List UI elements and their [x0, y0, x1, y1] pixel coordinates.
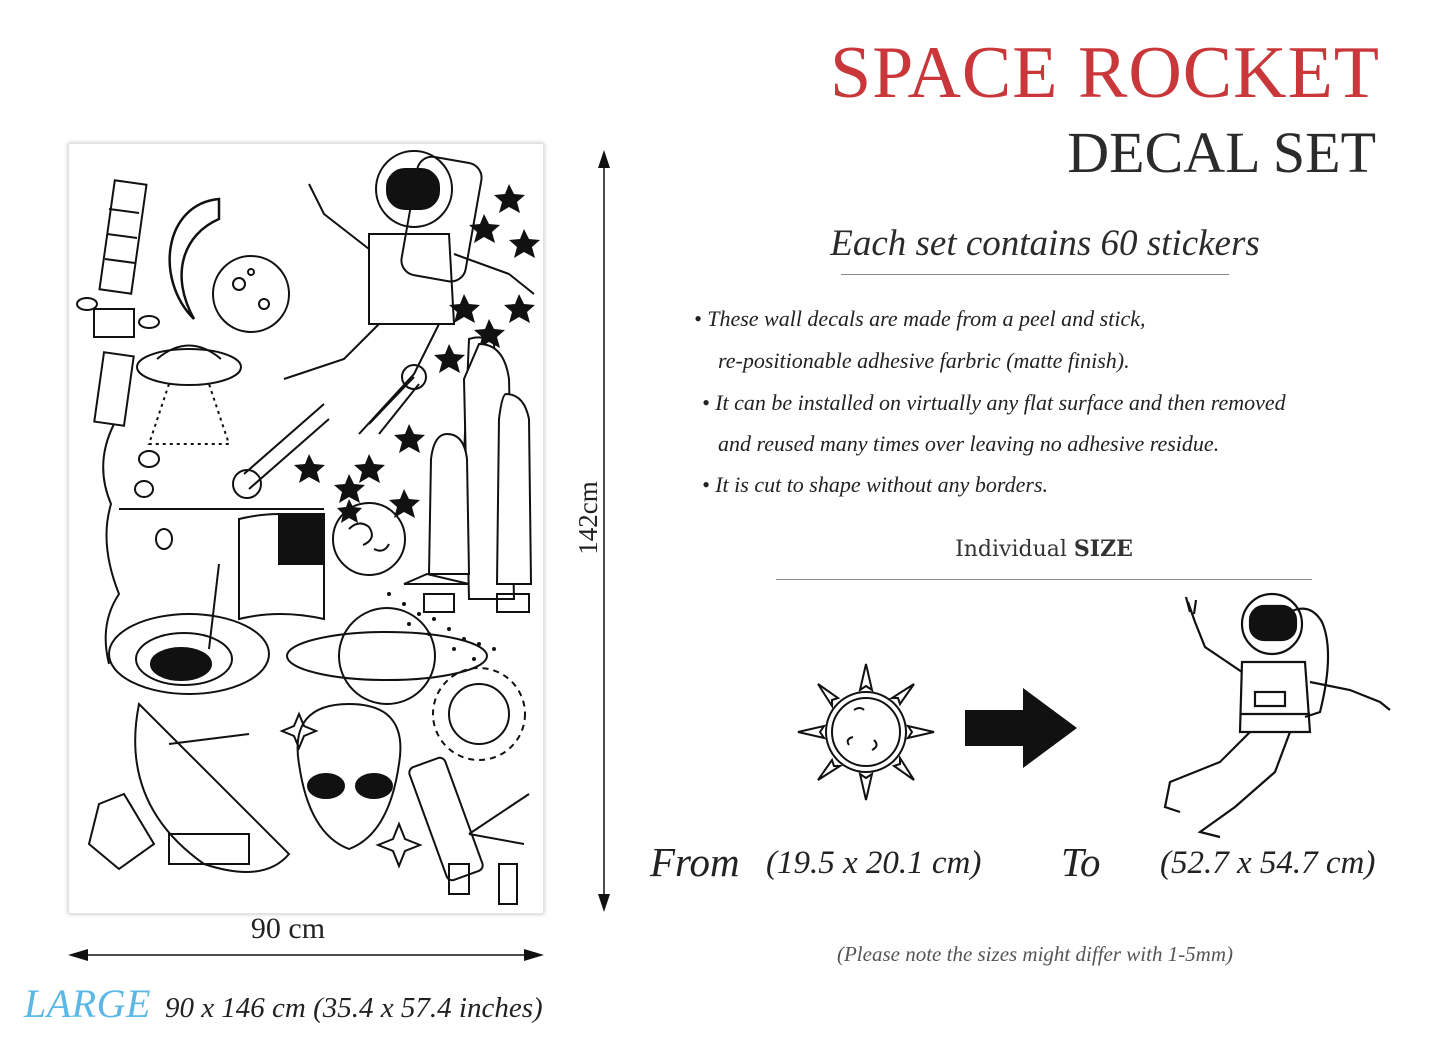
astronaut-icon	[1140, 592, 1410, 842]
individual-size-heading	[776, 536, 1312, 562]
telescope-sticker	[408, 756, 529, 904]
moon-surface-sticker	[103, 424, 119, 664]
to-label: To	[1061, 839, 1101, 885]
height-label: 142cm	[573, 481, 603, 555]
bullet-line: re-positionable adhesive farbric (matte finish).	[718, 348, 1130, 373]
from-label: From	[650, 839, 740, 885]
divider	[776, 579, 1312, 580]
black-hole-sticker	[109, 564, 269, 694]
sun-sticker	[433, 668, 525, 760]
dots-sticker	[387, 592, 496, 661]
planet-sticker	[213, 256, 289, 332]
saturn-sticker	[287, 608, 487, 704]
alien-sticker	[298, 704, 401, 849]
divider	[841, 274, 1229, 275]
bullet-line: • It is cut to shape without any borders.	[702, 472, 1049, 497]
satellite-sticker	[77, 180, 159, 425]
individual-size-prefix: Individual	[955, 537, 1067, 562]
product-title: SPACE ROCKET	[829, 32, 1380, 114]
to-size: (52.7 x 54.7 cm)	[1160, 845, 1376, 881]
size-note: (Please note the sizes might differ with 1-5mm)	[836, 942, 1234, 966]
large-dimensions: 90 x 146 cm (35.4 x 57.4 inches)	[164, 992, 543, 1024]
flag-sticker	[239, 514, 324, 619]
radar-dish-sticker	[89, 704, 289, 872]
product-subtitle: DECAL SET	[1067, 120, 1376, 185]
sparkle-icon	[378, 824, 420, 866]
space-sticker-sheet-illustration	[69, 144, 544, 914]
moon-sticker	[170, 199, 219, 319]
earth-sticker	[333, 503, 405, 575]
arrow-right-icon	[965, 688, 1077, 768]
sticker-count: Each set contains 60 stickers	[830, 223, 1260, 264]
space-shuttle-sticker	[404, 337, 531, 612]
ufo-sticker	[137, 346, 241, 445]
bullet-line: • These wall decals are made from a peel and stick,	[694, 306, 1146, 331]
individual-size-emphasis: SIZE	[1073, 536, 1133, 562]
from-size: (19.5 x 20.1 cm)	[766, 845, 982, 881]
bullet-line: • It can be installed on virtually any flat surface and then removed	[702, 390, 1286, 415]
large-label: LARGE	[24, 981, 151, 1026]
bullet-line: and reused many times over leaving no adhesive residue.	[718, 431, 1220, 456]
width-dimension-arrow	[68, 945, 544, 965]
width-label: 90 cm	[250, 912, 326, 945]
large-size-line	[24, 980, 543, 1027]
sticker-sheet-preview	[68, 143, 544, 914]
sun-icon	[794, 660, 938, 804]
